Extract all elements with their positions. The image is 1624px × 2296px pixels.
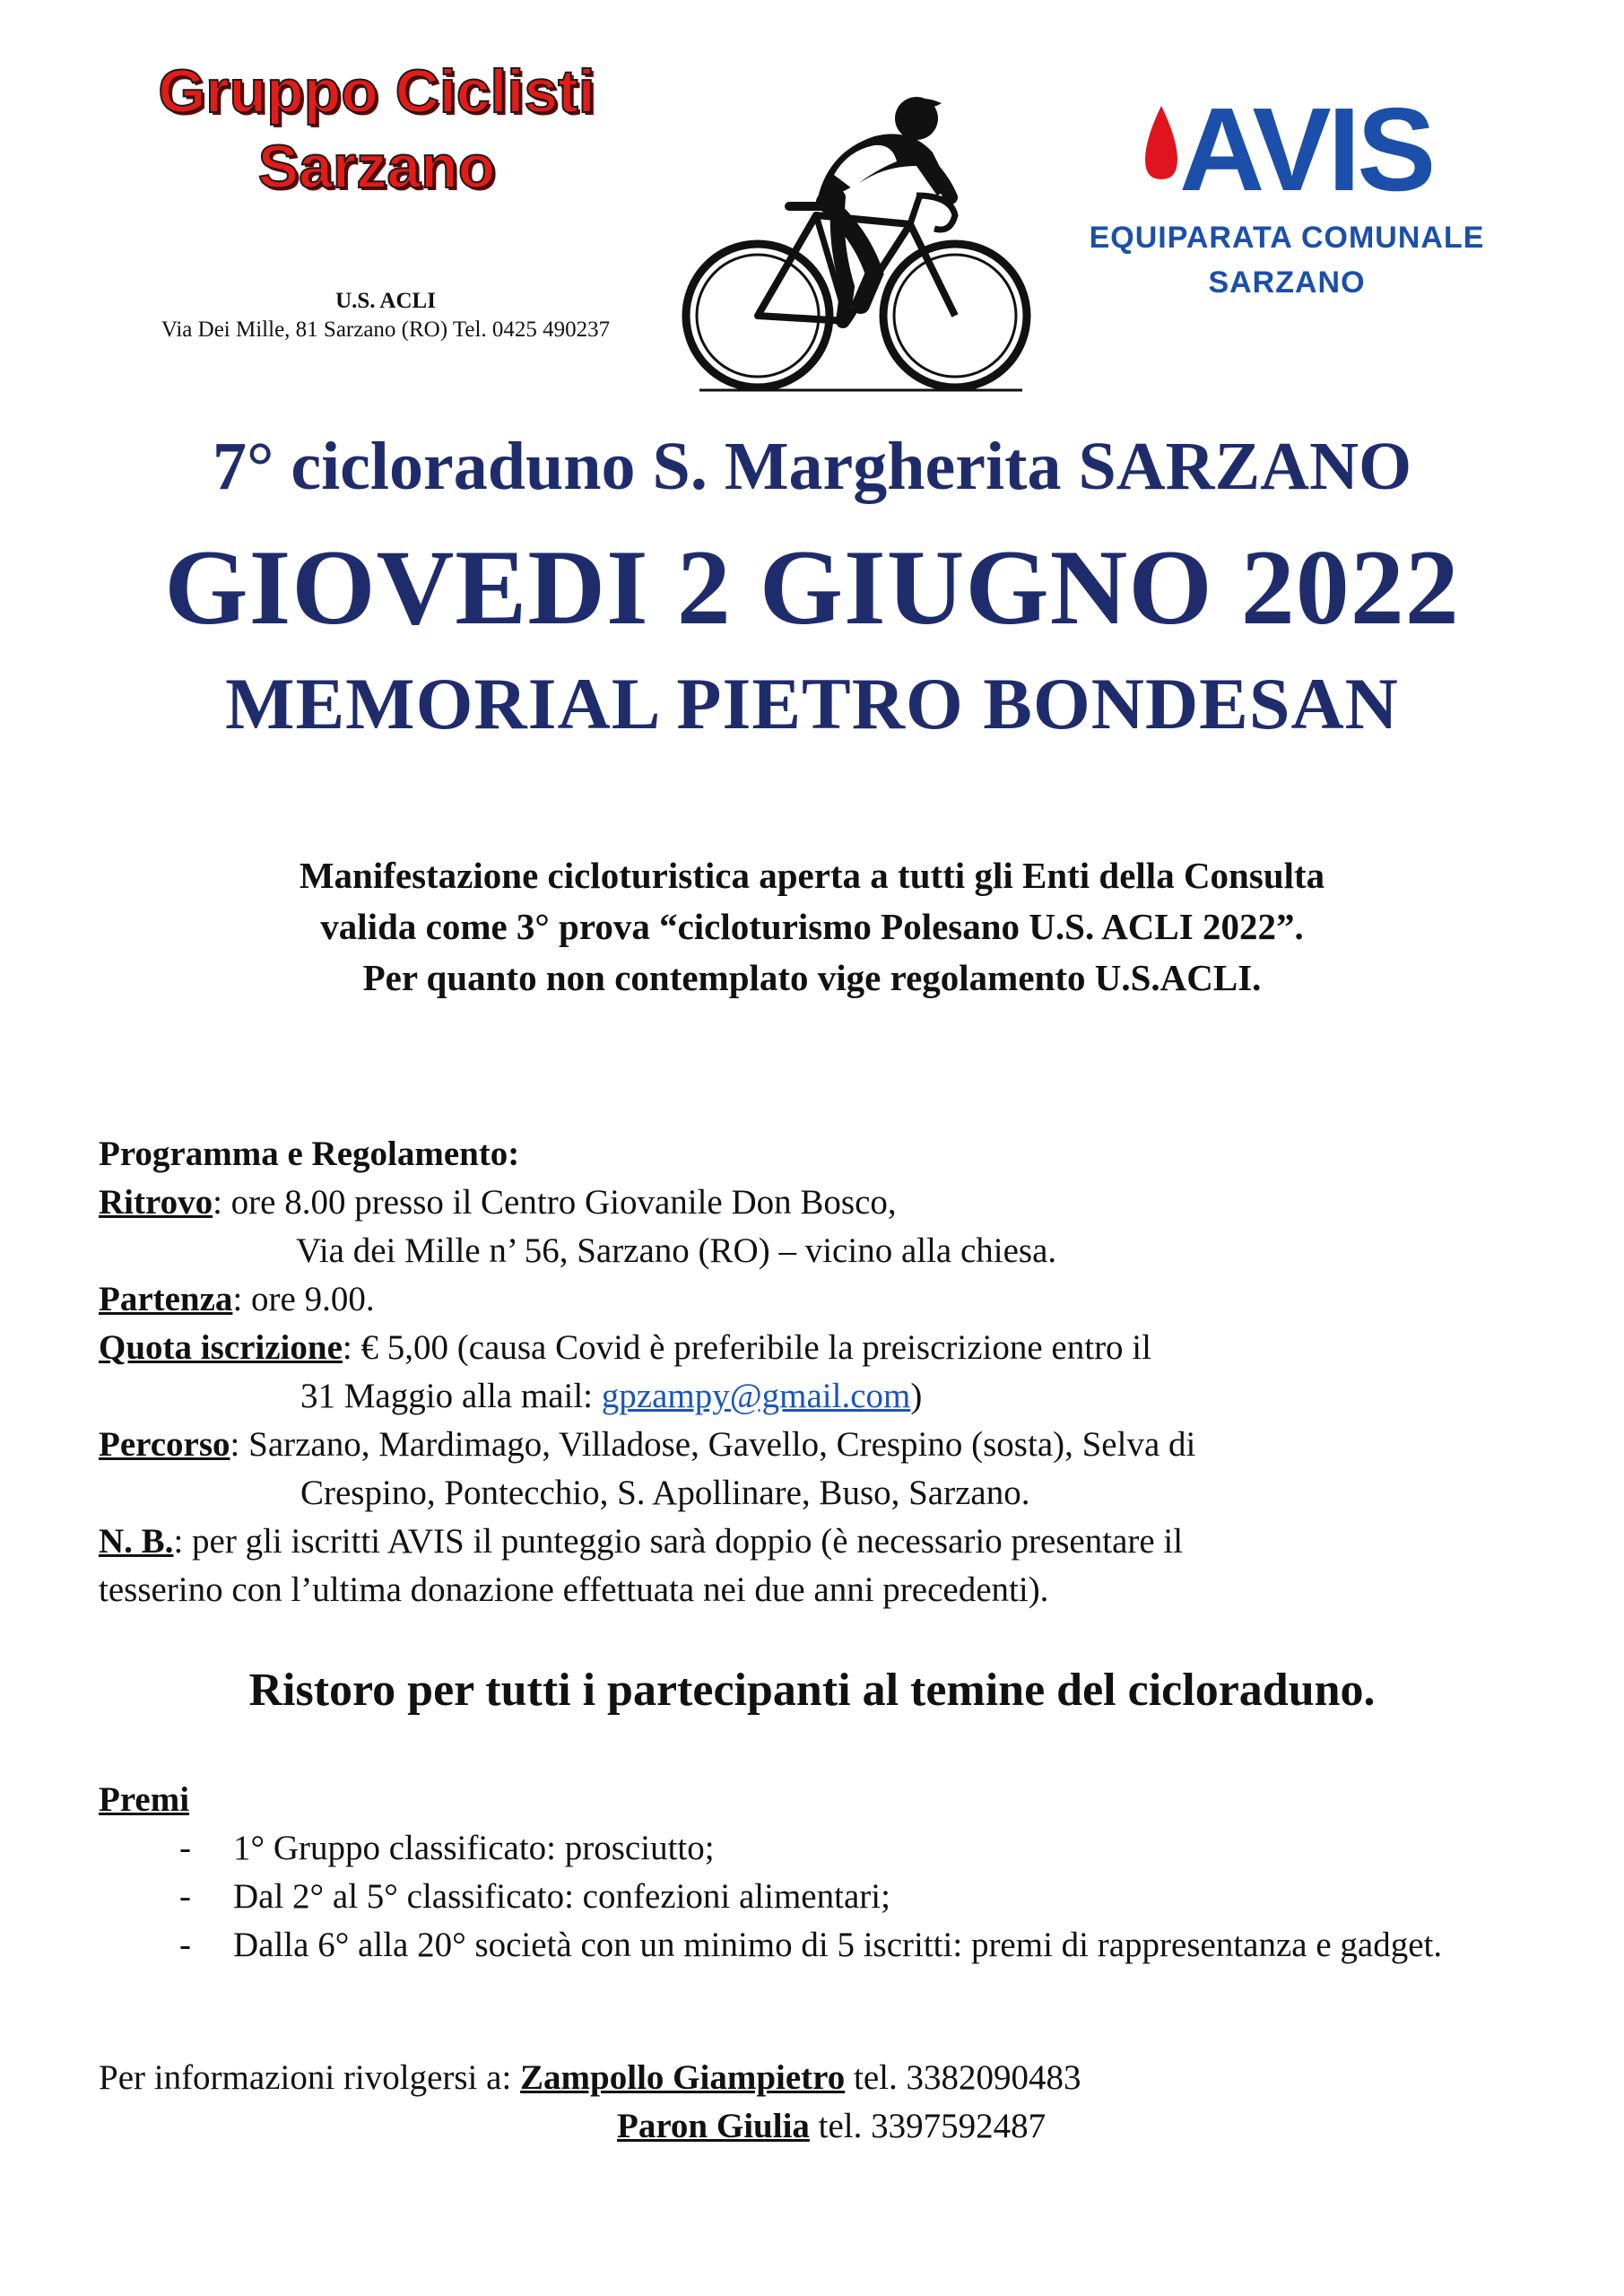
quota-deadline-text: 31 Maggio alla mail:	[300, 1377, 602, 1415]
club-name	[72, 54, 682, 204]
percorso-row	[99, 1421, 1551, 1469]
nb-text: : per gli iscritti AVIS il punteggio sarà doppio (è necessario presentare il	[173, 1522, 1184, 1561]
premi-section	[99, 1776, 1551, 1970]
quota-deadline	[99, 1372, 1551, 1421]
contact-person-2: Paron Giulia	[617, 2107, 810, 2145]
ritrovo-address: Via dei Mille n’ 56, Sarzano (RO) – vicino alla chiesa.	[296, 1231, 1057, 1270]
event-memorial: MEMORIAL PIETRO BONDESAN	[225, 663, 1399, 744]
intro-line2: valida come 3° prova “cicloturismo Polesano U.S. ACLI 2022”.	[320, 906, 1304, 947]
program-section	[99, 1130, 1551, 1614]
cyclist-illustration	[682, 81, 1040, 404]
contact-phone-1: tel. 3382090483	[845, 2058, 1081, 2097]
intro-paragraph	[0, 850, 1624, 1004]
quota-label: Quota iscrizione	[99, 1328, 343, 1367]
percorso-continued: Crespino, Pontecchio, S. Apollinare, Buso, Sarzano.	[300, 1474, 1030, 1512]
avis-subtitle-line1: EQUIPARATA COMUNALE	[1089, 221, 1485, 255]
contact-phone-2: tel. 3397592487	[809, 2107, 1046, 2145]
nb-row	[99, 1518, 1551, 1566]
list-item: - Dalla 6° alla 20° società con un minimo di 5 iscritti: premi di rappresentanza e gadget.	[179, 1921, 1551, 1970]
quota-deadline-close: )	[910, 1377, 923, 1415]
percorso-label: Percorso	[99, 1425, 230, 1464]
blood-drop-icon	[1145, 106, 1177, 179]
event-date: GIOVEDI 2 GIUGNO 2022	[164, 527, 1460, 647]
contacts-section	[99, 2054, 1551, 2151]
email-link[interactable]: gpzampy@gmail.com	[601, 1377, 911, 1415]
ritrovo-label: Ritrovo	[99, 1183, 213, 1222]
avis-subtitle-line2: SARZANO	[1208, 265, 1366, 300]
ritrovo-text: : ore 8.00 presso il Centro Giovanile Don Bosco,	[213, 1183, 897, 1222]
list-item: - Dal 2° al 5° classificato: confezioni alimentari;	[179, 1873, 1551, 1921]
quota-row	[99, 1324, 1551, 1372]
contact-row	[99, 2102, 1551, 2151]
contact-person-1: Zampollo Giampietro	[520, 2058, 846, 2097]
avis-logo	[1125, 90, 1457, 206]
program-heading: Programma e Regolamento:	[99, 1135, 520, 1173]
avis-subtitle	[1031, 215, 1542, 305]
list-item: - 1° Gruppo classificato: prosciutto;	[179, 1824, 1551, 1873]
premi-list	[99, 1824, 1551, 1970]
ristoro-notice: Ristoro per tutti i partecipanti al temine del cicloraduno.	[248, 1665, 1376, 1716]
partenza-row	[99, 1275, 1551, 1324]
partenza-text: : ore 9.00.	[232, 1280, 375, 1318]
nb-continued: tesserino con l’ultima donazione effettuata nei due anni precedenti).	[99, 1570, 1049, 1609]
premi-heading: Premi	[99, 1780, 190, 1819]
club-address: Via Dei Mille, 81 Sarzano (RO) Tel. 0425 490237	[161, 317, 611, 342]
event-title: 7° cicloraduno S. Margherita SARZANO	[212, 429, 1412, 504]
partenza-label: Partenza	[99, 1280, 233, 1318]
quota-text: : € 5,00 (causa Covid è preferibile la preiscrizione entro il	[342, 1328, 1151, 1367]
ritrovo-row	[99, 1178, 1551, 1227]
club-org: U.S. ACLI	[335, 289, 436, 313]
club-name-line2: Sarzano	[257, 133, 496, 201]
avis-logo-text: AVIS	[1179, 90, 1433, 206]
contacts-intro: Per informazioni rivolgersi a:	[99, 2058, 521, 2097]
nb-label: N. B.	[99, 1522, 174, 1561]
contact-row	[99, 2054, 1551, 2102]
club-name-line1: Gruppo Ciclisti	[158, 57, 595, 126]
percorso-text: : Sarzano, Mardimago, Villadose, Gavello, Crespino (sosta), Selva di	[230, 1425, 1196, 1464]
intro-line3: Per quanto non contemplato vige regolamento U.S.ACLI.	[362, 957, 1262, 998]
intro-line1: Manifestazione cicloturistica aperta a tutti gli Enti della Consulta	[299, 855, 1325, 896]
